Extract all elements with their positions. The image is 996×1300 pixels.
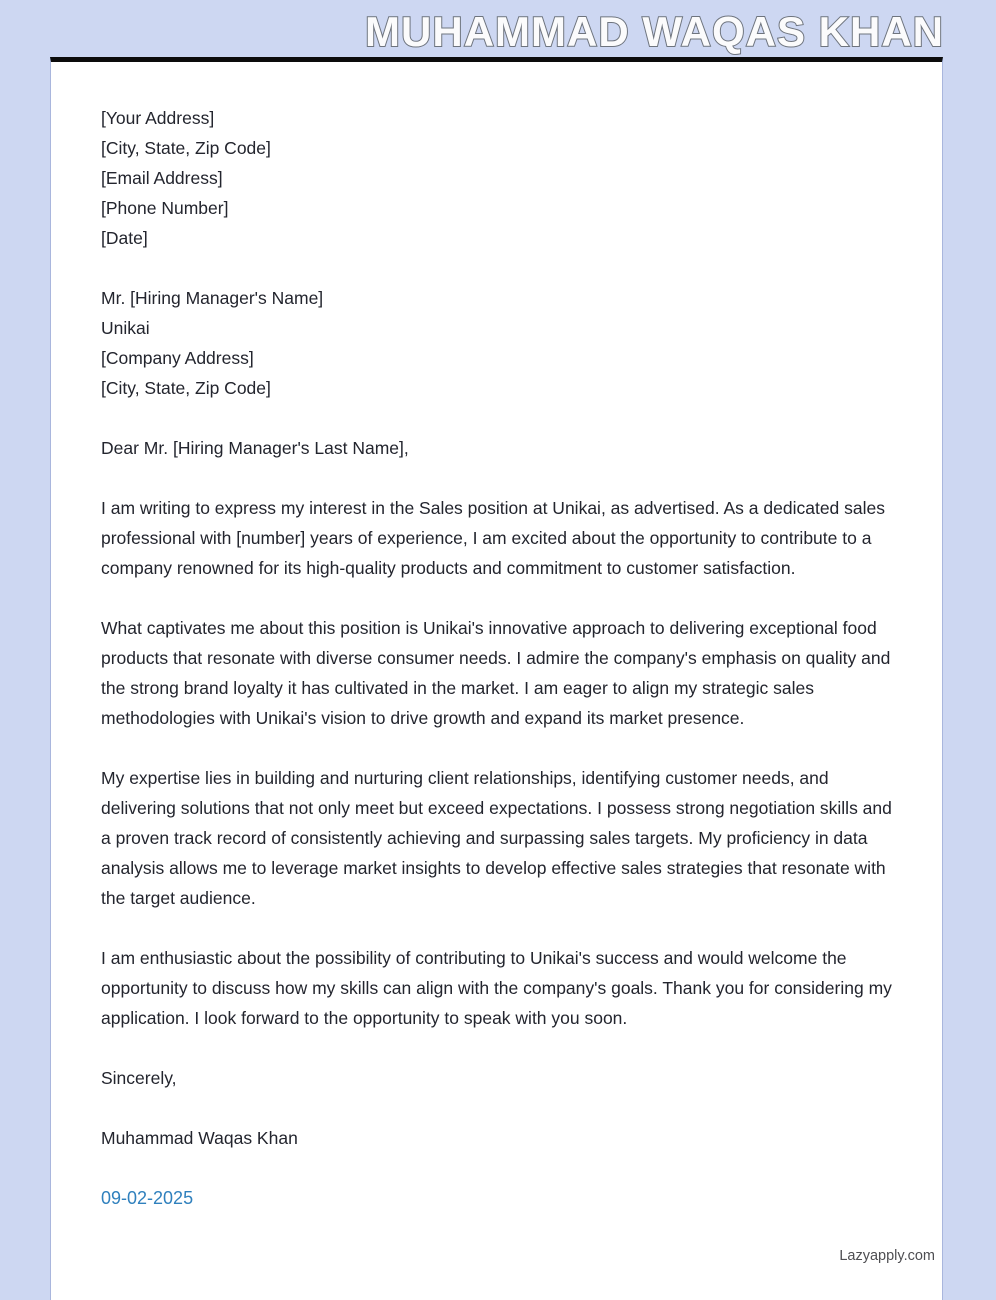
sender-address-line: [Your Address] [101, 108, 215, 128]
signature-name: Muhammad Waqas Khan [101, 1128, 298, 1148]
body-paragraph-3: My expertise lies in building and nurturing client relationships, identifying customer needs, and delivering solutions that not only meet but exceed expectations. I possess strong negotiation skills and a proven track record of consistently achieving and surpassing sales targets. My proficiency in data analysis allows me to leverage market insights to develop effective sales strategies that resonate with the target audience. [101, 768, 892, 908]
letter-date: 09-02-2025 [101, 1188, 194, 1208]
candidate-name-graphic [324, 4, 944, 58]
recipient-company-line: Unikai [101, 318, 150, 338]
recipient-city-line: [City, State, Zip Code] [101, 378, 271, 398]
sender-phone-line: [Phone Number] [101, 198, 229, 218]
body-paragraph-4: I am enthusiastic about the possibility of contributing to Unikai's success and would welcome the opportunity to discuss how my skills can align with the company's goals. Thank you for considering my application. I look forward to the opportunity to speak with you soon. [101, 948, 892, 1028]
salutation: Dear Mr. [Hiring Manager's Last Name], [101, 438, 409, 458]
letter-page [50, 57, 943, 1300]
recipient-name-line: Mr. [Hiring Manager's Name] [101, 288, 324, 308]
sender-email-line: [Email Address] [101, 168, 223, 188]
body-paragraph-2: What captivates me about this position is Unikai's innovative approach to delivering exceptional food products that resonate with diverse consumer needs. I admire the company's emphasis on quality and the strong brand loyalty it has cultivated in the market. I am eager to align my strategic sales methodologies with Unikai's vision to drive growth and expand its market presence. [101, 618, 891, 728]
body-paragraph-1: I am writing to express my interest in the Sales position at Unikai, as advertised. As a dedicated sales professional with [number] years of experience, I am excited about the opportunity to contribute to a company renowned for its high-quality products and commitment to customer satisfaction. [101, 498, 885, 578]
sender-date-line: [Date] [101, 228, 148, 248]
closing: Sincerely, [101, 1068, 177, 1088]
sender-city-line: [City, State, Zip Code] [101, 138, 271, 158]
recipient-address-line: [Company Address] [101, 348, 254, 368]
letter-content [51, 62, 942, 1213]
candidate-name: MUHAMMAD WAQAS KHAN [365, 8, 944, 55]
document-header [324, 4, 944, 58]
recipient-address-block [101, 283, 892, 403]
sender-address-block [101, 103, 892, 253]
watermark: Lazyapply.com [839, 1248, 935, 1264]
